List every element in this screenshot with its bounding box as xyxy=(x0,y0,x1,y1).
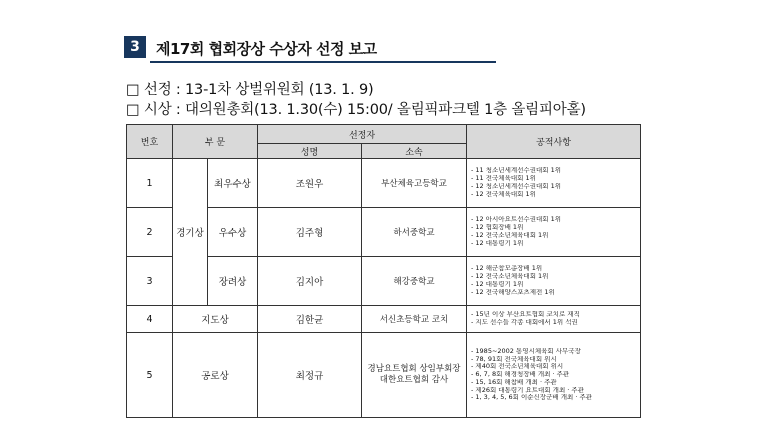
header-number: 번호 xyxy=(127,125,173,159)
achievement-item: - 1985~2002 통영시체육회 사무국장 xyxy=(471,347,581,355)
section-number-badge: 3 xyxy=(124,36,146,58)
award-name: 지도상 xyxy=(173,306,258,333)
achievement-list xyxy=(467,159,641,208)
report-title: 제17회 협회장상 수상자 선정 보고 xyxy=(156,40,377,58)
row-number: 5 xyxy=(127,333,173,418)
table-row xyxy=(127,159,641,208)
awardee-name: 최정규 xyxy=(258,333,362,418)
award-name: 우수상 xyxy=(208,208,258,257)
achievement-list xyxy=(467,257,641,306)
achievement-item: - 지도 선수들 각종 대회에서 1위 석권 xyxy=(471,319,578,326)
group-label: 경기상 xyxy=(173,159,208,306)
awardee-affiliation xyxy=(362,333,467,418)
header-affiliation: 소속 xyxy=(362,144,467,159)
achievement-item: - 6, 7, 8회 해경청장배 개최 · 주관 xyxy=(471,371,570,379)
row-number: 2 xyxy=(127,208,173,257)
awardee-name: 조원우 xyxy=(258,159,362,208)
header-selectee: 선정자 xyxy=(258,125,467,144)
achievement-item: - 12 협회장배 1위 xyxy=(471,224,524,232)
achievement-item: - 12 전국체육대회 1위 xyxy=(471,190,536,198)
achievement-item: - 12 전국소년체육대회 1위 xyxy=(471,273,549,281)
award-name: 공로상 xyxy=(173,333,258,418)
achievement-item: - 12 대통령기 1위 xyxy=(471,281,524,288)
header-category: 부 문 xyxy=(173,125,258,159)
achievement-item: - 11 청소년세계선수권대회 1위 xyxy=(471,167,562,175)
achievement-item: - 12 전국소년체육대회 1위 xyxy=(471,232,549,239)
table-row xyxy=(127,333,641,418)
achievement-item: - 78, 91회 전국체육대회 위시 xyxy=(471,355,557,363)
awardee-table xyxy=(126,124,641,418)
ceremony-info: □ 시상 : 대의원총회(13. 1.30(수) 15:00/ 올림픽파크텔 1층 올림피아홀) xyxy=(126,102,586,118)
affiliation-line: 대한요트협회 감사 xyxy=(379,375,449,385)
header-name: 성명 xyxy=(258,144,362,159)
awardee-affiliation: 하서중학교 xyxy=(362,208,467,257)
achievement-item: - 1, 3, 4, 5, 6회 이순신장군배 개최 · 주관 xyxy=(471,394,593,402)
achievement-item: - 15년 이상 부산요트협회 코치로 재직 xyxy=(471,311,580,319)
achievement-list xyxy=(467,306,641,333)
achievement-item: - 12 대통령기 1위 xyxy=(471,239,524,247)
achievement-item: - 11 전국체육대회 1위 xyxy=(471,175,536,183)
achievement-item: - 12 아시아요트선수권대회 1위 xyxy=(471,216,562,224)
achievement-item: - 제40회 전국소년체육대회 위시 xyxy=(471,363,564,371)
affiliation-line: 경남요트협회 상임부회장 xyxy=(367,363,461,374)
table-row xyxy=(127,306,641,333)
row-number: 4 xyxy=(127,306,173,333)
achievement-item: - 제26회 대통령기 요트대회 개최 · 주관 xyxy=(471,386,584,394)
awardee-name: 김지아 xyxy=(258,257,362,306)
header-achievements: 공적사항 xyxy=(467,125,641,159)
achievement-list xyxy=(467,333,641,418)
awardee-name: 김주형 xyxy=(258,208,362,257)
row-number: 1 xyxy=(127,159,173,208)
award-name: 장려상 xyxy=(208,257,258,306)
award-name: 최우수상 xyxy=(208,159,258,208)
achievement-item: - 15, 16회 해참배 개최 · 주관 xyxy=(471,378,557,386)
selection-info: □ 선정 : 13-1차 상벌위원회 (13. 1. 9) xyxy=(126,82,374,98)
achievement-item: - 12 전국해양스포츠제전 1위 xyxy=(471,288,555,296)
achievement-list xyxy=(467,208,641,257)
awardee-name: 김한균 xyxy=(258,306,362,333)
row-number: 3 xyxy=(127,257,173,306)
awardee-affiliation: 서신초등학교 코치 xyxy=(362,306,467,333)
awardee-affiliation: 해강중학교 xyxy=(362,257,467,306)
awardee-affiliation: 부산체육고등학교 xyxy=(362,159,467,208)
achievement-item: - 12 해군참모총장배 1위 xyxy=(471,265,543,273)
achievement-item: - 12 청소년세계선수권대회 1위 xyxy=(471,183,562,190)
title-underline xyxy=(150,61,496,63)
